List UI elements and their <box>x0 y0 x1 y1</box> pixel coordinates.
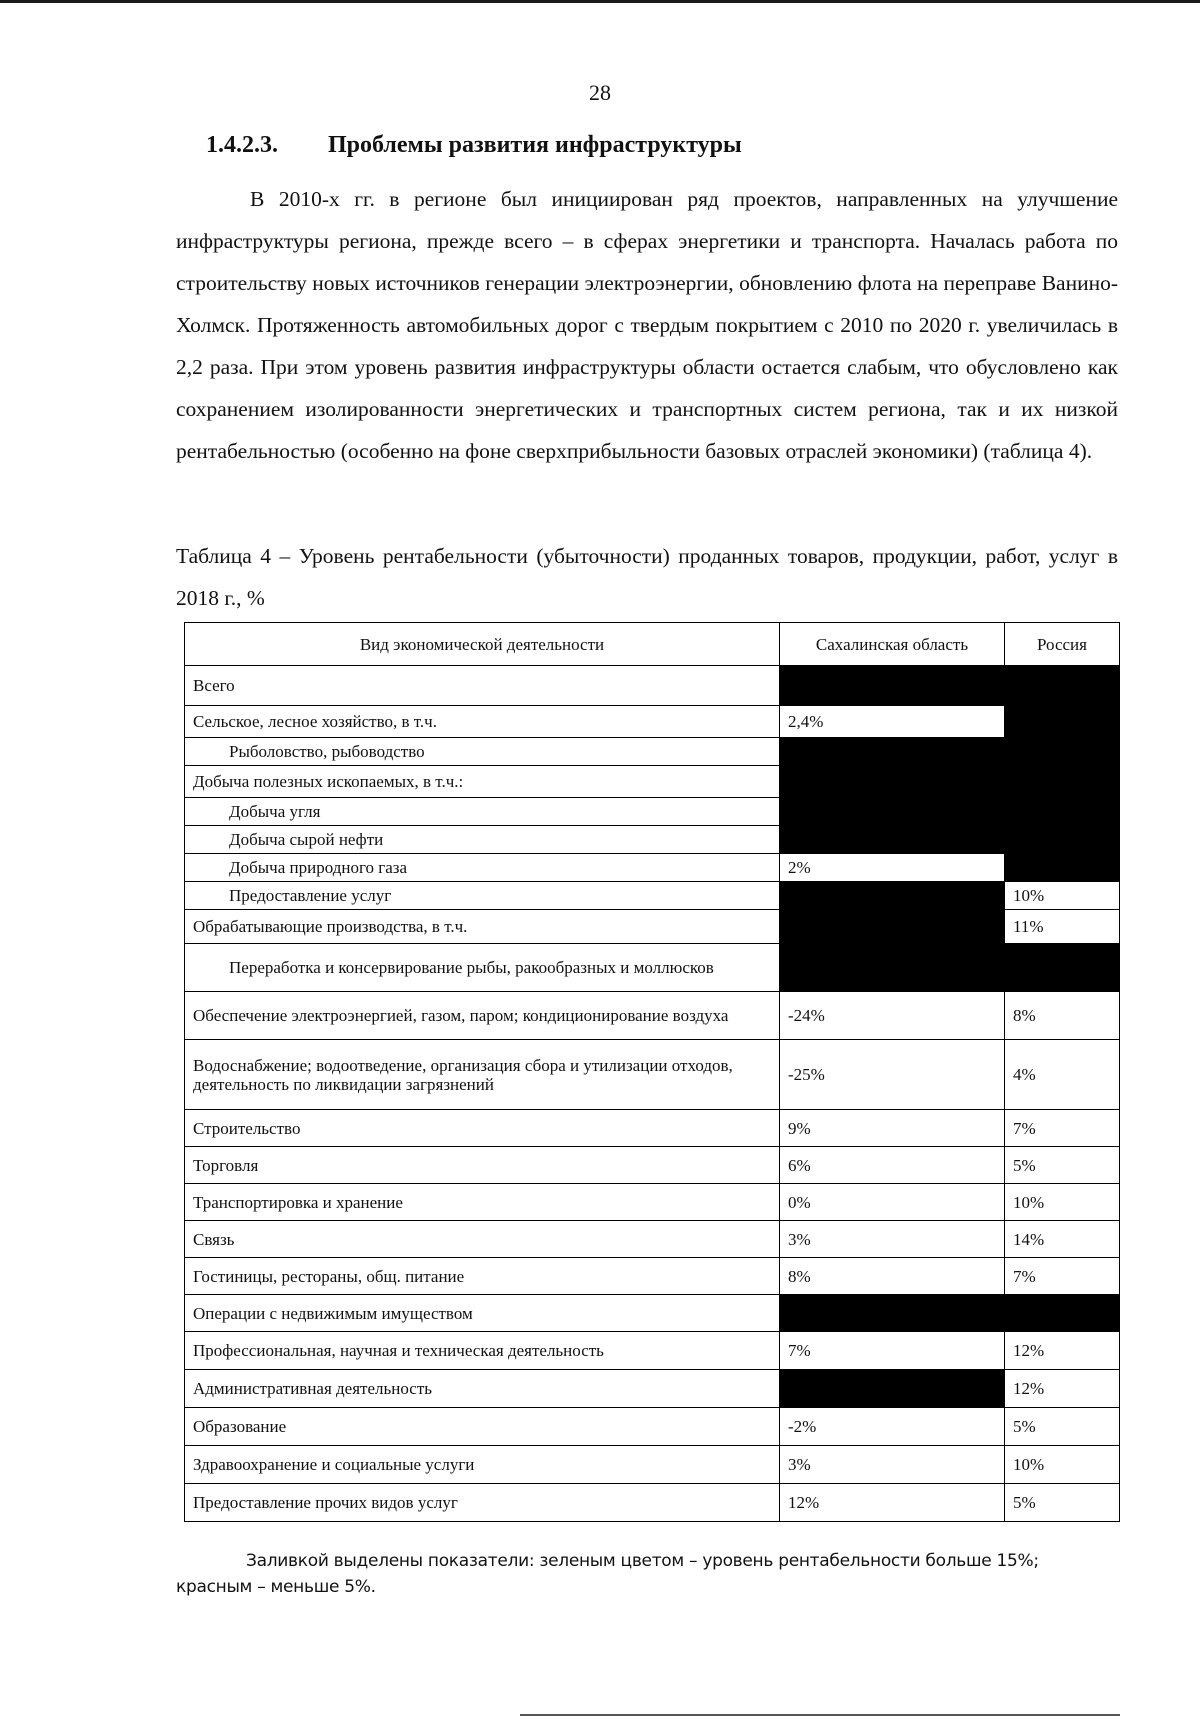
table-row <box>185 1446 1120 1484</box>
table-header-row <box>185 623 1120 666</box>
sakhalin-cell: -2% <box>780 1408 1005 1446</box>
russia-cell: 5% <box>1005 1484 1120 1522</box>
russia-cell <box>1005 798 1120 826</box>
russia-cell: 12% <box>1005 1370 1120 1408</box>
activity-cell: Транспортировка и хранение <box>185 1184 780 1221</box>
russia-cell: 14% <box>1005 1221 1120 1258</box>
table-row <box>185 1040 1120 1110</box>
section-heading <box>206 132 742 159</box>
activity-cell: Сельское, лесное хозяйство, в т.ч. <box>185 706 780 738</box>
table-row <box>185 944 1120 992</box>
russia-cell <box>1005 706 1120 738</box>
table-caption: Таблица 4 – Уровень рентабельности (убыточности) проданных товаров, продукции, работ, услуг в 2018 г., % <box>176 544 1118 610</box>
sakhalin-cell <box>780 1370 1005 1408</box>
header-russia: Россия <box>1005 623 1120 666</box>
section-number: 1.4.2.3. <box>206 132 278 158</box>
activity-cell: Рыболовство, рыбоводство <box>185 738 780 766</box>
sakhalin-cell <box>780 1295 1005 1332</box>
sakhalin-cell: 7% <box>780 1332 1005 1370</box>
table-row <box>185 882 1120 910</box>
table-row <box>185 1147 1120 1184</box>
activity-cell: Добыча природного газа <box>185 854 780 882</box>
russia-cell: 10% <box>1005 1446 1120 1484</box>
activity-cell: Добыча угля <box>185 798 780 826</box>
activity-cell: Обрабатывающие производства, в т.ч. <box>185 910 780 944</box>
russia-cell: 12% <box>1005 1332 1120 1370</box>
table-row <box>185 854 1120 882</box>
table-row <box>185 1184 1120 1221</box>
table-row <box>185 1370 1120 1408</box>
body-paragraph: В 2010-х гг. в регионе был инициирован ряд проектов, направленных на улучшение инфраструктуры региона, прежде всего – в сферах энергетики и транспорта. Началась работа по строительству новых источников генерации электроэнергии, обновлению флота на переправе Ванино-Холмск. Протяженность автомобильных дорог с твердым покрытием с 2010 по 2020 г. увеличилась в 2,2 раза. При этом уровень развития инфраструктуры области остается слабым, что обусловлено как сохранением изолированности энергетических и транспортных систем региона, так и их низкой рентабельностью (особенно на фоне сверхприбыльности базовых отраслей экономики) (таблица 4). <box>176 187 1118 463</box>
activity-cell: Профессиональная, научная и техническая деятельность <box>185 1332 780 1370</box>
table-row <box>185 766 1120 798</box>
table-row <box>185 1295 1120 1332</box>
russia-cell: 10% <box>1005 882 1120 910</box>
sakhalin-cell <box>780 882 1005 910</box>
russia-cell <box>1005 1295 1120 1332</box>
activity-cell: Предоставление прочих видов услуг <box>185 1484 780 1522</box>
sakhalin-cell <box>780 798 1005 826</box>
table-row <box>185 910 1120 944</box>
russia-cell <box>1005 854 1120 882</box>
activity-cell: Водоснабжение; водоотведение, организация сбора и утилизации отходов, деятельность по ликвидации загрязнений <box>185 1040 780 1110</box>
sakhalin-cell <box>780 738 1005 766</box>
table-row <box>185 738 1120 766</box>
table-row <box>185 1221 1120 1258</box>
activity-cell: Административная деятельность <box>185 1370 780 1408</box>
bottom-border-line <box>520 1714 1120 1716</box>
sakhalin-cell: -25% <box>780 1040 1005 1110</box>
table-row <box>185 666 1120 706</box>
russia-cell: 7% <box>1005 1258 1120 1295</box>
russia-cell <box>1005 738 1120 766</box>
table-row <box>185 1332 1120 1370</box>
sakhalin-cell <box>780 944 1005 992</box>
header-sakhalin: Сахалинская область <box>780 623 1005 666</box>
sakhalin-cell: -24% <box>780 992 1005 1040</box>
sakhalin-cell: 0% <box>780 1184 1005 1221</box>
russia-cell: 5% <box>1005 1408 1120 1446</box>
sakhalin-cell: 12% <box>780 1484 1005 1522</box>
russia-cell <box>1005 826 1120 854</box>
section-title: Проблемы развития инфраструктуры <box>328 132 742 158</box>
top-border-line <box>0 0 1200 3</box>
table-row <box>185 1408 1120 1446</box>
sakhalin-cell <box>780 766 1005 798</box>
activity-cell: Торговля <box>185 1147 780 1184</box>
table-row <box>185 992 1120 1040</box>
activity-cell: Переработка и консервирование рыбы, ракообразных и моллюсков <box>185 944 780 992</box>
sakhalin-cell: 9% <box>780 1110 1005 1147</box>
activity-cell: Строительство <box>185 1110 780 1147</box>
activity-cell: Связь <box>185 1221 780 1258</box>
russia-cell: 7% <box>1005 1110 1120 1147</box>
sakhalin-cell: 6% <box>780 1147 1005 1184</box>
activity-cell: Обеспечение электроэнергией, газом, паром; кондиционирование воздуха <box>185 992 780 1040</box>
activity-cell: Предоставление услуг <box>185 882 780 910</box>
table-row <box>185 826 1120 854</box>
sakhalin-cell: 3% <box>780 1221 1005 1258</box>
activity-cell: Операции с недвижимым имуществом <box>185 1295 780 1332</box>
table-row <box>185 1484 1120 1522</box>
table-row <box>185 1258 1120 1295</box>
profitability-table <box>184 622 1120 1522</box>
activity-cell: Образование <box>185 1408 780 1446</box>
table-row <box>185 706 1120 738</box>
russia-cell: 8% <box>1005 992 1120 1040</box>
sakhalin-cell <box>780 666 1005 706</box>
russia-cell <box>1005 766 1120 798</box>
sakhalin-cell <box>780 910 1005 944</box>
sakhalin-cell <box>780 826 1005 854</box>
russia-cell: 4% <box>1005 1040 1120 1110</box>
activity-cell: Здравоохранение и социальные услуги <box>185 1446 780 1484</box>
activity-cell: Гостиницы, рестораны, общ. питание <box>185 1258 780 1295</box>
russia-cell: 11% <box>1005 910 1120 944</box>
russia-cell: 10% <box>1005 1184 1120 1221</box>
header-activity: Вид экономической деятельности <box>185 623 780 666</box>
sakhalin-cell: 2,4% <box>780 706 1005 738</box>
activity-cell: Всего <box>185 666 780 706</box>
activity-cell: Добыча сырой нефти <box>185 826 780 854</box>
table-row <box>185 1110 1120 1147</box>
russia-cell <box>1005 666 1120 706</box>
table-row <box>185 798 1120 826</box>
sakhalin-cell: 2% <box>780 854 1005 882</box>
sakhalin-cell: 3% <box>780 1446 1005 1484</box>
page-number: 28 <box>589 80 611 105</box>
russia-cell <box>1005 944 1120 992</box>
activity-cell: Добыча полезных ископаемых, в т.ч.: <box>185 766 780 798</box>
sakhalin-cell: 8% <box>780 1258 1005 1295</box>
russia-cell: 5% <box>1005 1147 1120 1184</box>
table-note: Заливкой выделены показатели: зеленым цветом – уровень рентабельности больше 15%; красным – меньше 5%. <box>176 1551 1039 1597</box>
